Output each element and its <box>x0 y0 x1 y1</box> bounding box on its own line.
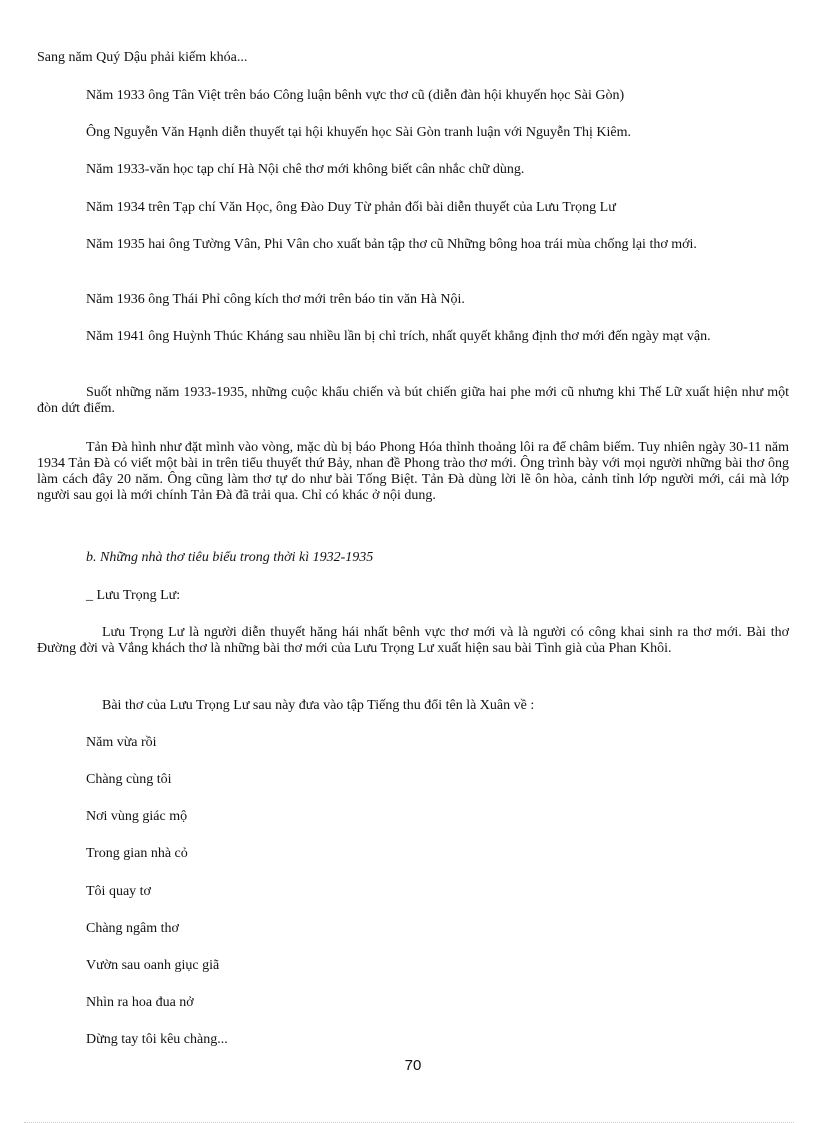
paragraph-1933-tan-viet: Năm 1933 ông Tân Việt trên báo Công luận bênh vực thơ cũ (diễn đàn hội khuyến học Sài Gòn) <box>86 88 625 103</box>
subheading-luu-trong-lu: _ Lưu Trọng Lư: <box>86 588 181 603</box>
poem-line: Năm vừa rồi <box>86 735 157 750</box>
poem-line: Chàng ngâm thơ <box>86 921 179 936</box>
paragraph-intro: Sang năm Quý Dậu phải kiếm khóa... <box>37 50 248 65</box>
poem-line: Trong gian nhà cỏ <box>86 846 188 861</box>
paragraph-luu-trong-lu-bio: Lưu Trọng Lư là người diễn thuyết hăng hái nhất bênh vực thơ mới và là người có công khai sinh ra thơ mới. Bài thơ Đường đời và Vắng khách thơ là những bài thơ mới của Lưu Trọng Lư xuất hiện sau bài Tình già của Phan Khôi. <box>37 625 789 656</box>
paragraph-tan-da: Tản Đà hình như đặt mình vào vòng, mặc dù bị báo Phong Hóa thỉnh thoảng lôi ra để châm biếm. Tuy nhiên ngày 30-11 năm 1934 Tản Đà có viết một bài in trên tiểu thuyết thứ Bảy, nhan đề Phong trào thơ mới. Ông trình bày với mọi người những bài thơ ông làm cách đây 20 năm. Ông cũng làm thơ tự do như bài Tống Biệt. Tản Đà dùng lời lẽ ôn hòa, cảnh tỉnh lớp người mới, cái mà lớp người sau gọi là mới chính Tản Đà đã trải qua. Chỉ có khác ở nội dung. <box>37 440 789 503</box>
paragraph-1941-huynh-thuc-khang: Năm 1941 ông Huỳnh Thúc Kháng sau nhiều lần bị chỉ trích, nhất quyết khẳng định thơ mới đến ngày mạt vận. <box>86 329 711 344</box>
poem-line: Nhìn ra hoa đua nở <box>86 995 194 1010</box>
poem-line: Vườn sau oanh giục giã <box>86 958 220 973</box>
paragraph-xuan-ve-intro: Bài thơ của Lưu Trọng Lư sau này đưa vào tập Tiếng thu đổi tên là Xuân về : <box>102 698 535 713</box>
section-heading: b. Những nhà thơ tiêu biểu trong thời kì 1932-1935 <box>86 550 374 565</box>
paragraph-1936-thai-phi: Năm 1936 ông Thái Phỉ công kích thơ mới trên báo tin văn Hà Nội. <box>86 292 465 307</box>
poem-line: Chàng cùng tôi <box>86 772 172 787</box>
poem-line: Dừng tay tôi kêu chàng... <box>86 1032 228 1047</box>
paragraph-1933-1935-debates: Suốt những năm 1933-1935, những cuộc khẩu chiến và bút chiến giữa hai phe mới cũ nhưng khi Thế Lữ xuất hiện như một đòn dứt điểm. <box>37 385 789 416</box>
poem-line: Nơi vùng giác mộ <box>86 809 188 824</box>
page-number: 70 <box>404 1057 422 1074</box>
paragraph-1935-tuong-van: Năm 1935 hai ông Tường Vân, Phi Vân cho xuất bản tập thơ cũ Những bông hoa trái mùa chống lại thơ mới. <box>86 237 697 252</box>
paragraph-1934-dao-duy-tu: Năm 1934 trên Tạp chí Văn Học, ông Đào Duy Từ phản đối bài diễn thuyết của Lưu Trọng Lư <box>86 200 616 215</box>
paragraph-nguyen-van-hanh: Ông Nguyễn Văn Hạnh diễn thuyết tại hội khuyến học Sài Gòn tranh luận với Nguyễn Thị Kiêm. <box>86 125 632 140</box>
poem-line: Tôi quay tơ <box>86 884 151 899</box>
paragraph-1933-van-hoc: Năm 1933-văn học tạp chí Hà Nội chê thơ mới không biết cân nhắc chữ dùng. <box>86 162 525 177</box>
